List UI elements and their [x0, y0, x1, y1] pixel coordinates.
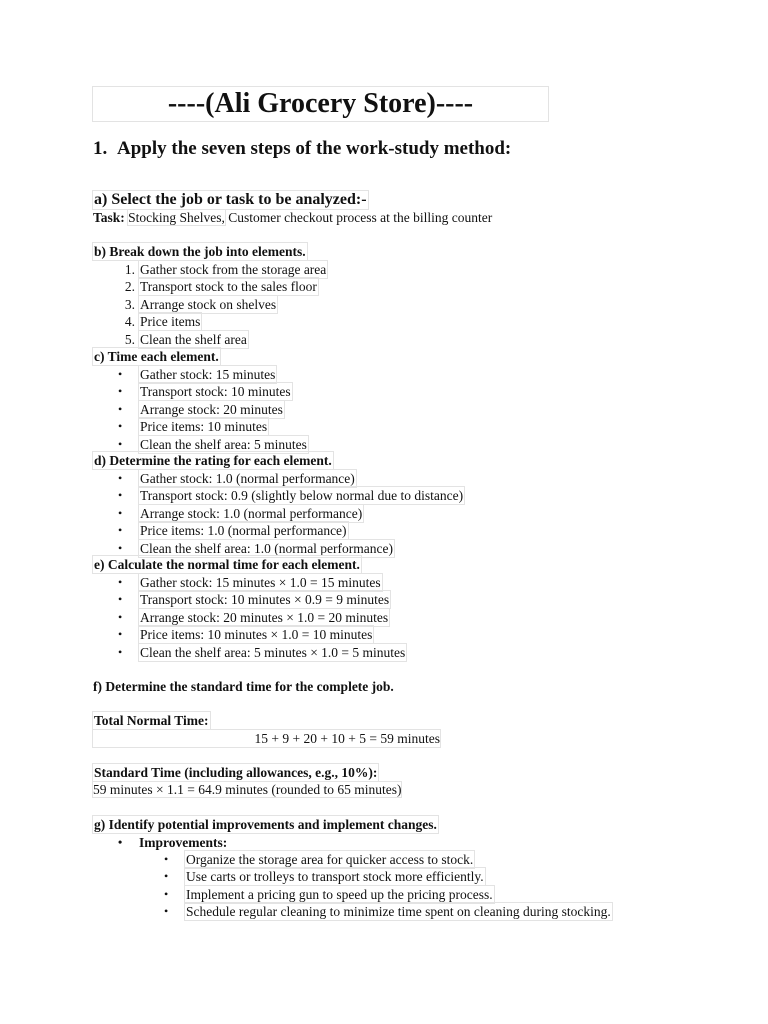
bullet-icon: • — [118, 575, 123, 589]
section-d-heading — [93, 452, 333, 469]
list-item-text: Price items — [140, 314, 201, 330]
document-title: ----(Ali Grocery Store)---- — [93, 87, 548, 121]
bullet-icon: • — [118, 644, 123, 659]
list-item-text: Clean the shelf area — [140, 331, 247, 347]
list-item-text: Price items: 10 minutes × 1.0 = 10 minutes — [140, 627, 373, 643]
list-item-text: Transport stock: 10 minutes × 0.9 = 9 minutes — [140, 592, 390, 608]
list-number: 1. — [124, 262, 135, 277]
improvements-list — [164, 851, 612, 921]
list-item-text: Transport stock: 10 minutes — [140, 384, 291, 400]
list-item — [124, 296, 327, 313]
list-number: 4. — [124, 314, 135, 330]
main-heading — [93, 138, 511, 160]
list-item — [118, 522, 464, 539]
total-normal-time-label — [93, 712, 210, 729]
list-item — [118, 574, 406, 591]
section-g-list — [118, 834, 228, 851]
bullet-icon: • — [118, 540, 123, 555]
list-item-text: Arrange stock: 20 minutes × 1.0 = 20 minutes — [140, 609, 389, 625]
list-item — [118, 505, 464, 522]
list-item-text: Gather stock: 15 minutes — [140, 367, 276, 382]
section-e-heading — [93, 556, 361, 573]
list-item-text: Use carts or trolleys to transport stock more efficiently. — [186, 869, 484, 885]
bullet-icon: • — [118, 488, 123, 503]
list-item — [118, 401, 308, 418]
bullet-icon: • — [118, 505, 123, 520]
list-number: 3. — [124, 296, 135, 312]
list-item-text: Arrange stock on shelves — [140, 296, 277, 312]
section-g-heading-text: g) Identify potential improvements and implement changes. — [94, 817, 437, 832]
task-text-2: Customer checkout process at the billing counter — [228, 210, 493, 225]
standard-time-calc — [93, 781, 401, 798]
task-text-1: Stocking Shelves, — [128, 210, 225, 225]
list-item-text: Gather stock: 15 minutes × 1.0 = 15 minutes — [140, 575, 381, 590]
list-item — [118, 366, 308, 383]
section-a-heading — [93, 191, 368, 209]
bullet-icon: • — [118, 523, 123, 538]
list-item — [118, 834, 228, 851]
list-item — [118, 436, 308, 453]
section-g-heading — [93, 816, 438, 833]
list-item — [118, 626, 406, 643]
list-item-text: Arrange stock: 1.0 (normal performance) — [140, 505, 363, 521]
list-item-text: Price items: 10 minutes — [140, 419, 268, 435]
list-item — [124, 278, 327, 295]
list-item — [124, 261, 327, 278]
standard-time-label — [93, 764, 378, 781]
list-item — [118, 609, 406, 626]
section-a-heading-text: a) Select the job or task to be analyzed:- — [94, 191, 367, 208]
list-item — [164, 851, 612, 868]
section-c-heading-text: c) Time each element. — [94, 349, 219, 364]
list-number: 5. — [124, 331, 135, 347]
task-label: Task: — [93, 210, 125, 225]
list-item-text: Organize the storage area for quicker access to stock. — [186, 852, 474, 867]
list-item-text: Clean the shelf area: 5 minutes × 1.0 = 5 minutes — [140, 644, 406, 660]
bullet-icon: • — [118, 835, 123, 849]
list-item — [164, 868, 612, 885]
section-e-list — [118, 574, 406, 661]
list-item — [118, 644, 406, 661]
bullet-icon: • — [118, 471, 123, 485]
bullet-icon: • — [164, 869, 169, 884]
bullet-icon: • — [164, 852, 169, 866]
section-e-heading-text: e) Calculate the normal time for each element. — [94, 557, 360, 572]
bullet-icon: • — [118, 384, 123, 399]
list-item-text: Implement a pricing gun to speed up the pricing process. — [186, 886, 493, 902]
total-normal-time-label-text: Total Normal Time: — [94, 713, 209, 728]
task-line — [93, 209, 492, 226]
bullet-icon: • — [118, 627, 123, 642]
section-c-heading — [93, 348, 220, 365]
bullet-icon: • — [118, 367, 123, 381]
list-item — [118, 470, 464, 487]
main-heading-text: Apply the seven steps of the work-study method: — [117, 138, 512, 159]
list-item — [118, 418, 308, 435]
main-heading-number: 1. — [93, 138, 108, 159]
list-item — [118, 540, 464, 557]
bullet-icon: • — [118, 436, 123, 451]
list-item-text: Clean the shelf area: 1.0 (normal performance) — [140, 540, 394, 556]
list-item-text: Gather stock from the storage area — [140, 262, 327, 277]
list-item — [118, 383, 308, 400]
list-item-text: Gather stock: 1.0 (normal performance) — [140, 471, 355, 486]
section-c-list — [118, 366, 308, 453]
list-item — [164, 903, 612, 920]
bullet-icon: • — [118, 401, 123, 416]
section-b-heading-text: b) Break down the job into elements. — [94, 244, 306, 259]
list-item — [124, 331, 327, 348]
list-number: 2. — [124, 279, 135, 295]
standard-time-calc-text: 59 minutes × 1.1 = 64.9 minutes (rounded to 65 minutes) — [93, 782, 402, 797]
section-f-heading: f) Determine the standard time for the complete job. — [93, 679, 394, 694]
list-item — [124, 313, 327, 330]
total-normal-time-calc: 15 + 9 + 20 + 10 + 5 = 59 minutes — [93, 730, 440, 747]
section-b-heading — [93, 243, 307, 260]
list-item — [164, 886, 612, 903]
bullet-icon: • — [118, 419, 123, 434]
bullet-icon: • — [118, 609, 123, 624]
list-item — [118, 487, 464, 504]
list-item-text: Clean the shelf area: 5 minutes — [140, 436, 307, 452]
standard-time-label-text: Standard Time (including allowances, e.g., 10%): — [94, 765, 378, 780]
section-d-heading-text: d) Determine the rating for each element. — [94, 453, 332, 468]
list-item — [118, 591, 406, 608]
bullet-icon: • — [164, 904, 169, 919]
list-item-text: Transport stock to the sales floor — [140, 279, 317, 295]
list-item-text: Transport stock: 0.9 (slightly below normal due to distance) — [140, 488, 464, 504]
section-b-list — [124, 261, 327, 348]
bullet-icon: • — [164, 886, 169, 901]
list-item-text: Arrange stock: 20 minutes — [140, 401, 283, 417]
list-item-text: Price items: 1.0 (normal performance) — [140, 523, 347, 539]
improvements-label: Improvements: — [139, 835, 228, 850]
bullet-icon: • — [118, 592, 123, 607]
section-d-list — [118, 470, 464, 557]
list-item-text: Schedule regular cleaning to minimize time spent on cleaning during stocking. — [186, 904, 611, 920]
